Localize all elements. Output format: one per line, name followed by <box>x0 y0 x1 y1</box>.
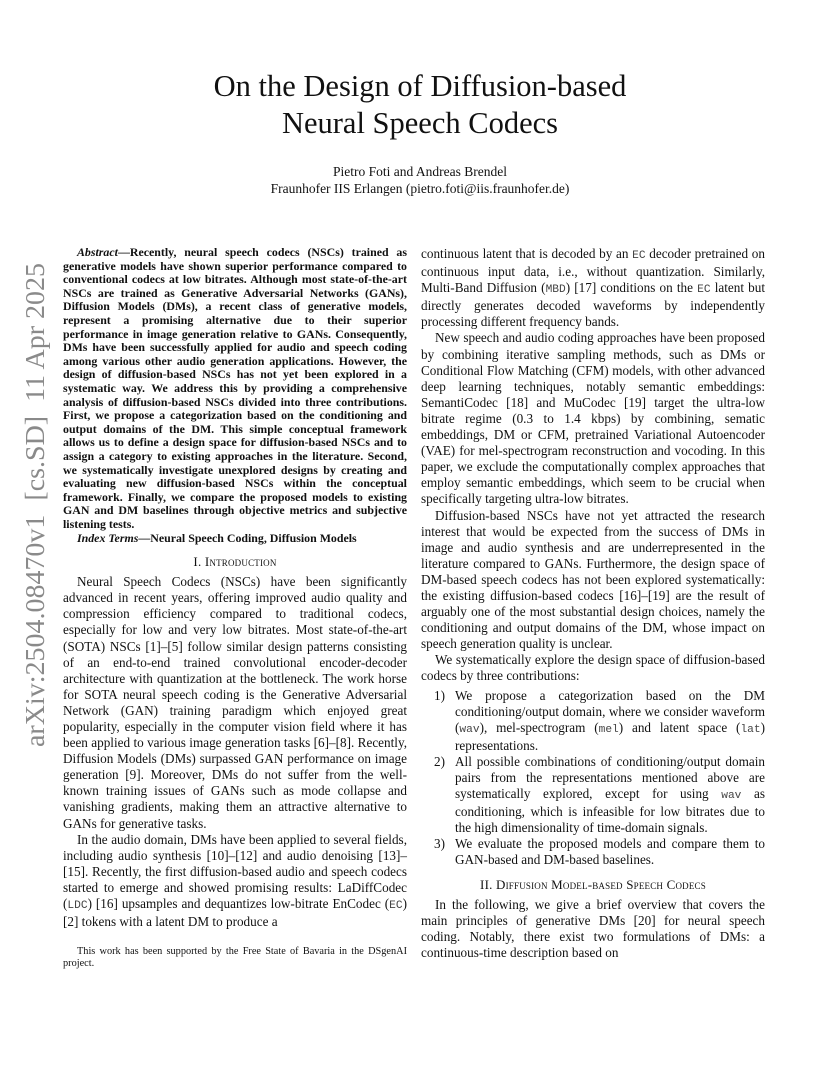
index-terms <box>63 532 407 546</box>
paragraph-new-approaches: New speech and audio coding approaches have been proposed by combining iterative sampling methods, such as DMs or Conditional Flow Matching (CFM) models, with other advanced deep learning techniques, notably semantic embeddings: SemantiCodec [18] and MuCodec [19] target the ultra-low bitrate regime (0.3 to 1.4 kbps) by combining, sematic embeddings, DM or CFM, pretrained Variational Autoencoder (VAE) for mel-spectrogram reconstruction and vocoding. In this paper, we exclude the computationally complex approaches that employ semantic embeddings, which seem to be crucial when specifically targeting ultra-low bitrates. <box>421 330 765 507</box>
index-terms-lead: Index Terms <box>77 531 139 546</box>
contribution-number: 1) <box>434 687 445 703</box>
title-line-1: On the Design of Diffusion-based <box>213 69 627 103</box>
contribution-list <box>421 688 765 869</box>
abstract-lead: Abstract <box>77 245 118 259</box>
right-column <box>421 246 765 961</box>
paragraph-contributions-intro: We systematically explore the design space of diffusion-based codecs by three contributions: <box>421 652 765 684</box>
author-list: Pietro Foti and Andreas Brendel <box>333 164 507 179</box>
intro-p2-text-a: In the audio domain, DMs have been applied to several fields, including audio synthesis [10]–[12] and audio denoising [13]–[15]. Recently, the first diffusion-based audio and speech codecs started to emerge and showed promising results: LaDiffCodec ( <box>63 831 407 912</box>
intro-p2-text-b: ) [16] upsamples and dequantizes low-bitrate EnCodec ( <box>87 896 390 912</box>
contrib2-text-a: All possible combinations of conditioning/output domain pairs from the representations mentioned above are systematically explored, except for using <box>455 753 765 802</box>
author-affiliation: Fraunhofer IIS Erlangen (pietro.foti@iis.fraunhofer.de) <box>270 181 570 196</box>
code-wav: wav <box>721 790 742 803</box>
contribution-item-2 <box>421 754 765 836</box>
arxiv-id-text: arXiv:2504.08470v1 [cs.SD] 11 Apr 2025 <box>20 280 50 747</box>
code-ldc: LDC <box>67 900 88 913</box>
cont-text-c: ) [17] conditions on the <box>565 280 698 296</box>
abstract <box>63 246 407 531</box>
left-column <box>63 246 407 930</box>
contrib1-text-a: We propose a categorization based on the DM conditioning/output domain, where we consider waveform ( <box>455 687 765 735</box>
section-heading-diffusion: II. Diffusion Model-based Speech Codecs <box>480 876 706 892</box>
abstract-text: —Recently, neural speech codecs (NSCs) trained as generative models have shown superior performance compared to conventional codecs at low bitrates. Although most state-of-the-art NSCs are trained as Generative Adversarial Networks (GANs), Diffusion Models (DMs), a recent class of generative models, represent a promising alternative due to their superior performance in image generation relative to GANs. Consequently, DMs have been successfully applied for audio and speech coding among various other audio generation applications. However, the design of diffusion-based NSCs has not yet been explored in a systematic way. We address this by providing a comprehensive analysis of diffusion-based NSCs divided into three contributions. First, we propose a categorization based on the conditioning and output domains of the DM. This simple conceptual framework allows us to define a design space for diffusion-based NSCs and to assign a category to existing approaches in the literature. Second, we systematically investigate unexplored designs by creating and evaluating new diffusion-based NSCs within the conceptual framework. Finally, we compare the proposed models to existing GAN and DM baselines through objective metrics and subjective listening tests. <box>63 245 407 531</box>
continued-paragraph <box>421 246 765 330</box>
contrib3-text: We evaluate the proposed models and compare them to GAN-based and DM-based baselines. <box>455 836 765 868</box>
intro-p2-text-c: ) [2] tokens with a latent DM to produce a <box>63 896 407 930</box>
cont-text-b: decoder pretrained on continuous input data, i.e., without quantization. Similarly, Multi-Band Diffusion ( <box>421 246 765 296</box>
contribution-item-1 <box>421 688 765 754</box>
intro-paragraph-2 <box>63 832 407 931</box>
code-ec: EC <box>632 250 646 262</box>
paragraph-diffusion-nscs: Diffusion-based NSCs have not yet attracted the research interest that would be expected from the success of DMs in image and audio synthesis and are underrepresented in the literature compared to GANs. Furthermore, the design space of DM-based speech codecs has not been explored systematically: the existing diffusion-based codecs [16]–[19] are the result of arguably one of the most substantial design choices, namely the conditioning and output domains of the DM, whose impact on speech generation quality is unclear. <box>421 507 765 652</box>
code-mel: mel <box>598 723 619 736</box>
contrib1-text-c: ) and latent space ( <box>618 719 741 735</box>
contribution-number: 3) <box>434 836 445 852</box>
footnote-text: This work has been supported by the Free State of Bavaria in the DSgenAI project. <box>63 946 407 970</box>
section-heading-introduction: I. Introduction <box>193 554 277 570</box>
paper-title <box>110 68 730 142</box>
cont-text-d: latent but directly generates decoded waveforms by independently processing different frequency bands. <box>421 280 765 330</box>
intro-paragraph-1: Neural Speech Codecs (NSCs) have been significantly advanced in recent years, offering improved audio quality and compression efficiency compared to traditional codecs, especially for low and very low bitrates. Most state-of-the-art (SOTA) NSCs [1]–[5] follow similar design patterns consisting of an end-to-end trained convolutional encoder-decoder architecture with quantization at the bottleneck. The work horse for SOTA neural speech coding is the Generative Adversarial Network (GAN) training paradigm which enjoyed great popularity, especially in the computer vision field where it has been applied to various image generation tasks [6]–[8]. Recently, Diffusion Models (DMs) surpassed GAN performance on image generation [9]. Moreover, DMs do not suffer from the well-known training issues of GANs such as mode collapse and vanishing gradients, making them an attractive alternative to GANs for generative tasks. <box>63 574 407 831</box>
cont-text-a: continuous latent that is decoded by an <box>421 246 633 261</box>
code-lat: lat <box>740 723 761 736</box>
contrib2-text-b: as conditioning, which is infeasible for low bitrates due to the high dimensionality of time-domain signals. <box>455 786 765 836</box>
footnote <box>63 946 407 971</box>
arxiv-identifier-stamp <box>8 260 58 750</box>
title-line-2: Neural Speech Codecs <box>281 106 559 140</box>
contrib1-text-d: ) representations. <box>455 719 765 753</box>
code-ec: EC <box>697 284 711 297</box>
paragraph-overview: In the following, we give a brief overview that covers the main principles of generative DMs [20] for neural speech coding. Notably, there exist two formulations of DMs: a continuous-time description based on <box>421 896 765 960</box>
contribution-item-3 <box>421 836 765 868</box>
code-mbd: MBD <box>545 284 566 297</box>
index-terms-text: —Neural Speech Coding, Diffusion Models <box>138 531 357 546</box>
contribution-number: 2) <box>434 753 445 769</box>
code-wav: wav <box>459 723 480 736</box>
code-ec: EC <box>389 900 403 913</box>
contrib1-text-b: ), mel-spectrogram ( <box>479 719 599 735</box>
